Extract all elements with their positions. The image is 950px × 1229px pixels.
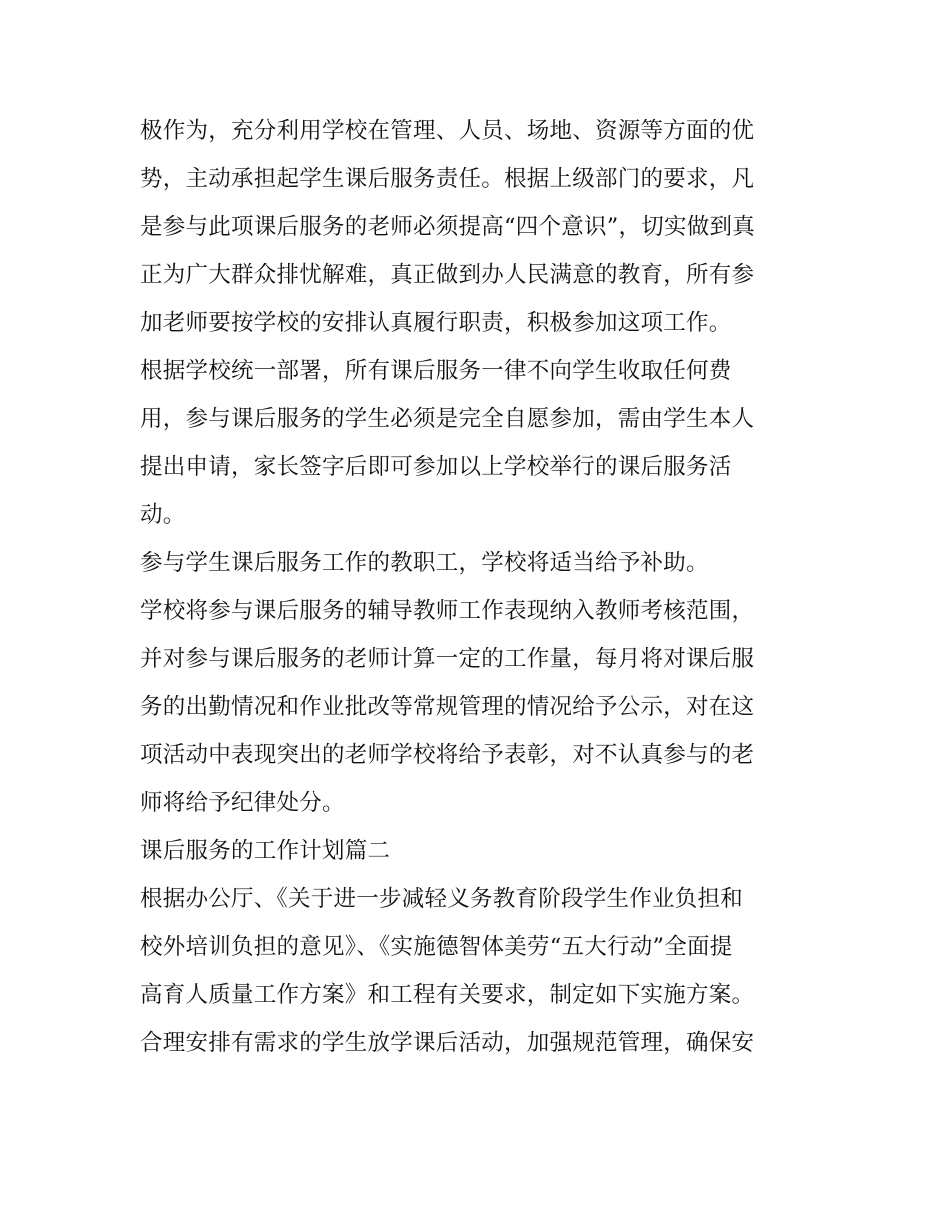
- text-line: 势，主动承担起学生课后服务责任。根据上级部门的要求，凡: [140, 166, 755, 192]
- text-line: 提出申请，家长签字后即可参加以上学校举行的课后服务活: [140, 454, 732, 480]
- text-line: 极作为，充分利用学校在管理、人员、场地、资源等方面的优: [140, 118, 755, 144]
- text-line: 学校将参与课后服务的辅导教师工作表现纳入教师考核范围，: [140, 598, 755, 624]
- text-line: 参与学生课后服务工作的教职工，学校将适当给予补助。: [140, 550, 709, 576]
- text-line: 项活动中表现突出的老师学校将给予表彰，对不认真参与的老: [140, 742, 755, 768]
- text-line: 加老师要按学校的安排认真履行职责，积极参加这项工作。: [140, 310, 732, 336]
- text-line: 动。: [140, 502, 186, 528]
- text-line: 并对参与课后服务的老师计算一定的工作量，每月将对课后服: [140, 646, 755, 672]
- text-line: 用，参与课后服务的学生必须是完全自愿参加，需由学生本人: [140, 406, 755, 432]
- text-line: 是参与此项课后服务的老师必须提高“四个意识”，切实做到真: [140, 214, 756, 240]
- text-line: 务的出勤情况和作业批改等常规管理的情况给予公示，对在这: [140, 694, 755, 720]
- text-line: 师将给予纪律处分。: [140, 790, 345, 816]
- text-line: 高育人质量工作方案》和工程有关要求，制定如下实施方案。: [140, 982, 755, 1008]
- text-line: 根据办公厅、《关于进一步减轻义务教育阶段学生作业负担和: [140, 886, 744, 912]
- text-line: 正为广大群众排忧解难，真正做到办人民满意的教育，所有参: [140, 262, 755, 288]
- section-heading: 课后服务的工作计划篇二: [140, 838, 391, 864]
- text-line: 校外培训负担的意见》、《实施德智体美劳“五大行动”全面提: [140, 934, 733, 960]
- text-line: 根据学校统一部署，所有课后服务一律不向学生收取任何费: [140, 358, 732, 384]
- text-line: 合理安排有需求的学生放学课后活动，加强规范管理，确保安: [140, 1030, 755, 1056]
- document-body: [140, 107, 830, 1067]
